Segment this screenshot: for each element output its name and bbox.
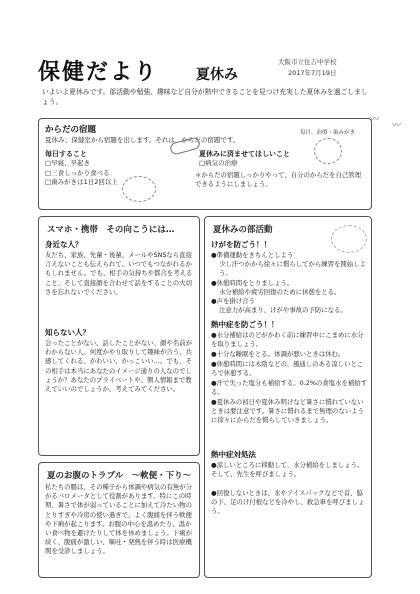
school-name: 大阪市立住吉中学校: [278, 58, 337, 66]
club-activity-box: [204, 216, 372, 578]
karada-text: 夏休み、保健室から宿題を出します。それは、からだの宿題です。: [45, 136, 240, 144]
bullet-item: ●夏休みの初日や夏休み明けなど暑さに慣れていないときは要注意です。暑さに慣れるまで無理のないように徐々にからだを慣らしていきましょう。: [211, 398, 364, 425]
page-title: 保健だより: [38, 60, 159, 85]
issue-date: 2017年7月19日: [288, 69, 337, 77]
section-heading: 熱中症対処法: [211, 450, 256, 459]
section-heading: けがを防ごう！！: [211, 240, 271, 249]
daily-title: 毎日すること: [45, 150, 87, 158]
bullet-item: 水分補給や疲労回復のために休憩をとる。: [219, 288, 341, 296]
bullet-item: 注意力が高まり、けがや事故の予防になる。: [219, 306, 347, 314]
stomach-paragraph: 私たちの腸は、その種子から体調や病気の有無が分かるバロメータとして役割があります。特にこの時期、暑さで体が弱っていることに加えて冷たい物のとりすぎや冷房の使い過ぎで、よく腹痛を伴う軟便や下痢が起こります。お腹の中心を温めたり、温かい食べ物を避けたりして体を休めましょう。下痢が続く、腹痛が激しい、嘔吐・発熱を伴う時は医療機関を受診しましょう。: [45, 483, 192, 556]
athlete-illustration: [331, 225, 367, 253]
smartphone-paragraph-2: 会ったことがない、話したことがない、顔や名前がわからない人。何度かやり取りして趣味が合う、共感してくれる、かわいい、かっこいい…。でも、その相手は本当にあなたのイメージ通りの人なのでしょうか？あなたのプライベートや、個人情報まで教えていいのでしょうか。考えてみてください。: [45, 339, 192, 394]
bullet-item: ●声を掛け合う: [211, 297, 255, 305]
club-title: 夏休みの部活動: [213, 225, 273, 235]
intro-text: いよいよ夏休みです。部活動や勉強、趣味など自分が熱中できることを見つけ充実した夏休みを過ごしましょう。: [42, 88, 368, 106]
bullet-item: 少し汗つかから徐々に慣らしてから練習を開始しよう。: [219, 260, 366, 278]
daily-checklist: [45, 159, 118, 188]
karada-note: ＊からだの宿題しっかりやって、自分のからだを自己管理できるようにしましょう。: [195, 171, 362, 189]
section-heading: 知らない人？: [45, 328, 90, 337]
section-heading: 熱中症を防ごう！！: [211, 320, 279, 329]
bullet-item: ●準備運動をきちんとしよう: [211, 251, 294, 259]
bullet-item: ●汗で失った塩分も補給する。0.2%の食塩水を補給する。: [211, 379, 368, 397]
illustration-caption: 毎日、治療・歯みがき: [300, 130, 356, 136]
bird-icon: 〰: [392, 121, 402, 131]
bullet-item: ●回復しないときは、氷やアイスパックなどで首、脇の下、足のけ付根などを冷やし、救急車を呼びましょう。: [211, 489, 365, 516]
bullet-item: ●十分な睡眠をとる。体調が悪いときは休む。: [211, 350, 345, 358]
checklist-item: □三食しっかり食べる: [45, 168, 110, 177]
bullet-item: ●休憩時間をとりましょう。: [211, 279, 294, 287]
checklist-item: □早寝、早起き: [45, 159, 91, 167]
smartphone-paragraph-1: 友だち、家族、先輩・後輩、メールやSNSなら直接言えないことも伝えられて、いつでもつながれるかもしれません。でも、相手の気持ちや都合を考えること、そして直接顔を合わせて話をすることの大切さを忘れないでください。: [45, 251, 193, 296]
karada-title: からだの宿題: [45, 125, 97, 135]
page-subtitle: 夏休み: [196, 67, 238, 83]
forget-checklist: [199, 159, 238, 169]
stomach-title: 夏のお腹のトラブル ～軟便・下り～: [47, 471, 192, 481]
bullet-item: ●涼しいところに移動して、水分補給をしましょう。そして、先生を呼びましょう。: [211, 461, 364, 479]
bullet-item: ●休憩時間には木陰などの、風通しのある涼しいところで休憩する。: [211, 360, 364, 378]
bird-icon: 〰: [370, 115, 380, 125]
checklist-item: □歯みがきは1日2回以上: [45, 178, 118, 186]
student-illustration: [314, 138, 342, 164]
smartphone-title: スマホ・携帯 その向こうには…: [47, 225, 175, 235]
smartphone-box: [38, 216, 200, 456]
checklist-item: □病気の治療: [199, 159, 238, 167]
bullet-item: ●水分補給はのどがかわく前に練習中にこまめに水分を取りましょう。: [211, 331, 364, 349]
family-illustration: [122, 176, 156, 202]
section-heading: 身近な人？: [45, 240, 83, 249]
forget-title: 夏休みに済ませてほしいこと: [199, 150, 290, 158]
stomach-trouble-box: [38, 462, 200, 578]
